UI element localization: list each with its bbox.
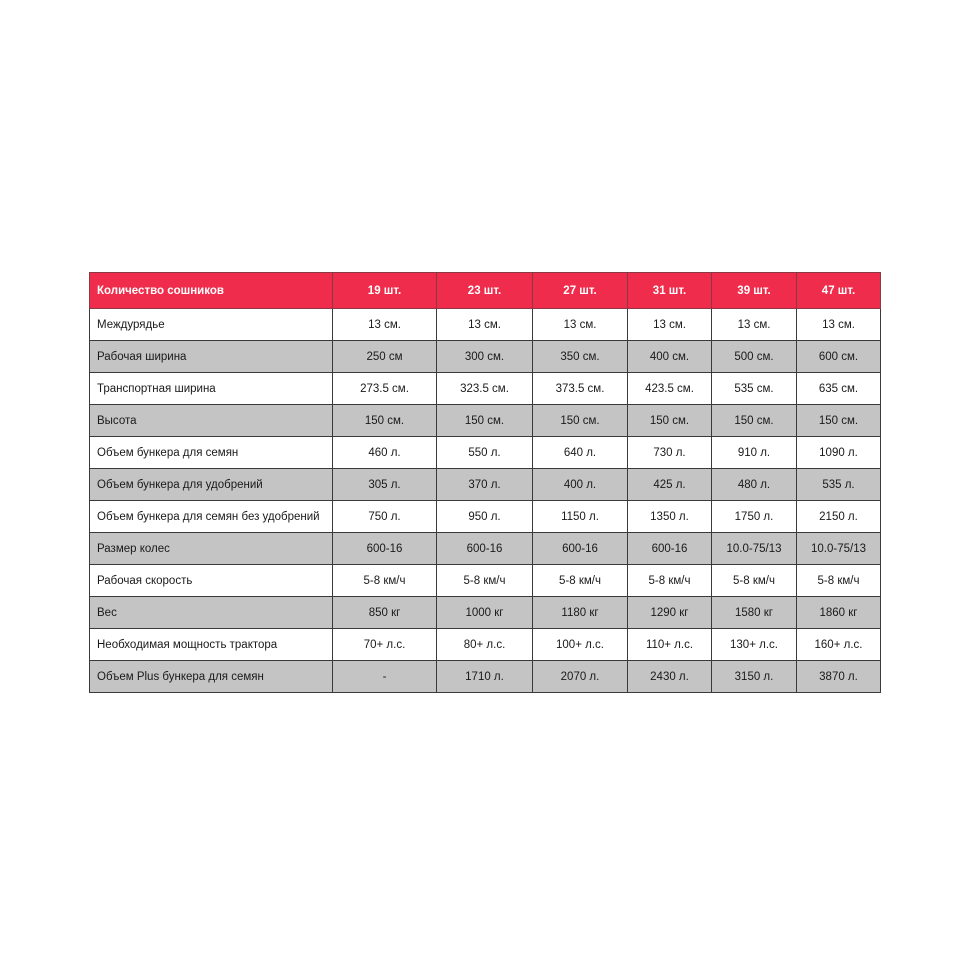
table-cell: 460 л.: [333, 437, 437, 469]
table-cell: 130+ л.с.: [712, 629, 797, 661]
header-column: 47 шт.: [797, 273, 881, 309]
table-cell: 323.5 см.: [437, 373, 533, 405]
table-cell: 70+ л.с.: [333, 629, 437, 661]
table-cell: 3150 л.: [712, 661, 797, 693]
table-cell: 150 см.: [533, 405, 628, 437]
table-cell: 2430 л.: [628, 661, 712, 693]
table-cell: 400 см.: [628, 341, 712, 373]
table-row: [90, 405, 881, 437]
table-cell: 1580 кг: [712, 597, 797, 629]
table-cell: 5-8 км/ч: [712, 565, 797, 597]
table-cell: 100+ л.с.: [533, 629, 628, 661]
table-cell: 13 см.: [333, 309, 437, 341]
row-label: Объем Plus бункера для семян: [90, 661, 333, 693]
row-label: Рабочая скорость: [90, 565, 333, 597]
table-header-row: [90, 273, 881, 309]
table-cell: 2070 л.: [533, 661, 628, 693]
table-cell: 160+ л.с.: [797, 629, 881, 661]
table-cell: 910 л.: [712, 437, 797, 469]
table-cell: 150 см.: [712, 405, 797, 437]
table-cell: 635 см.: [797, 373, 881, 405]
table-cell: 425 л.: [628, 469, 712, 501]
table-cell: 13 см.: [628, 309, 712, 341]
row-label: Вес: [90, 597, 333, 629]
table-cell: 150 см.: [797, 405, 881, 437]
table-cell: 273.5 см.: [333, 373, 437, 405]
table-body: [90, 309, 881, 693]
table-cell: 80+ л.с.: [437, 629, 533, 661]
table-row: [90, 437, 881, 469]
header-column: 31 шт.: [628, 273, 712, 309]
table-cell: 10.0-75/13: [797, 533, 881, 565]
header-column: 23 шт.: [437, 273, 533, 309]
table-cell: 1290 кг: [628, 597, 712, 629]
table-cell: 535 см.: [712, 373, 797, 405]
table-row: [90, 533, 881, 565]
row-label: Объем бункера для семян без удобрений: [90, 501, 333, 533]
row-label: Рабочая ширина: [90, 341, 333, 373]
table-cell: -: [333, 661, 437, 693]
table-cell: 5-8 км/ч: [533, 565, 628, 597]
row-label: Необходимая мощность трактора: [90, 629, 333, 661]
header-column: 39 шт.: [712, 273, 797, 309]
header-column: 19 шт.: [333, 273, 437, 309]
table-cell: 373.5 см.: [533, 373, 628, 405]
table-cell: 1860 кг: [797, 597, 881, 629]
table-cell: 13 см.: [712, 309, 797, 341]
table-row: [90, 341, 881, 373]
table-cell: 550 л.: [437, 437, 533, 469]
table-cell: 13 см.: [437, 309, 533, 341]
row-label: Междурядье: [90, 309, 333, 341]
table-cell: 850 кг: [333, 597, 437, 629]
header-label: Количество сошников: [90, 273, 333, 309]
spec-table: [89, 272, 881, 693]
table-cell: 480 л.: [712, 469, 797, 501]
table-cell: 150 см.: [333, 405, 437, 437]
table-cell: 600-16: [437, 533, 533, 565]
table-cell: 305 л.: [333, 469, 437, 501]
table-cell: 535 л.: [797, 469, 881, 501]
table-cell: 600-16: [333, 533, 437, 565]
table-cell: 423.5 см.: [628, 373, 712, 405]
table-cell: 5-8 км/ч: [437, 565, 533, 597]
table-cell: 1150 л.: [533, 501, 628, 533]
table-cell: 1180 кг: [533, 597, 628, 629]
table-cell: 600 см.: [797, 341, 881, 373]
row-label: Объем бункера для семян: [90, 437, 333, 469]
table-row: [90, 597, 881, 629]
header-column: 27 шт.: [533, 273, 628, 309]
table-cell: 5-8 км/ч: [628, 565, 712, 597]
table-cell: 5-8 км/ч: [333, 565, 437, 597]
table-cell: 640 л.: [533, 437, 628, 469]
row-label: Объем бункера для удобрений: [90, 469, 333, 501]
table-cell: 250 см: [333, 341, 437, 373]
table-row: [90, 309, 881, 341]
table-cell: 1350 л.: [628, 501, 712, 533]
table-cell: 13 см.: [797, 309, 881, 341]
table-cell: 2150 л.: [797, 501, 881, 533]
row-label: Высота: [90, 405, 333, 437]
table-row: [90, 629, 881, 661]
table-cell: 10.0-75/13: [712, 533, 797, 565]
table-cell: 150 см.: [628, 405, 712, 437]
table-cell: 600-16: [533, 533, 628, 565]
table-cell: 370 л.: [437, 469, 533, 501]
table-row: [90, 373, 881, 405]
row-label: Размер колес: [90, 533, 333, 565]
table-cell: 3870 л.: [797, 661, 881, 693]
table-row: [90, 661, 881, 693]
table-cell: 1000 кг: [437, 597, 533, 629]
table-cell: 1750 л.: [712, 501, 797, 533]
table-row: [90, 501, 881, 533]
table-row: [90, 469, 881, 501]
table-cell: 5-8 км/ч: [797, 565, 881, 597]
table-cell: 730 л.: [628, 437, 712, 469]
table-cell: 950 л.: [437, 501, 533, 533]
table-cell: 1090 л.: [797, 437, 881, 469]
table-cell: 400 л.: [533, 469, 628, 501]
table-cell: 300 см.: [437, 341, 533, 373]
table-row: [90, 565, 881, 597]
table-cell: 150 см.: [437, 405, 533, 437]
table-cell: 750 л.: [333, 501, 437, 533]
table-cell: 600-16: [628, 533, 712, 565]
table-cell: 1710 л.: [437, 661, 533, 693]
table-cell: 110+ л.с.: [628, 629, 712, 661]
row-label: Транспортная ширина: [90, 373, 333, 405]
table-cell: 350 см.: [533, 341, 628, 373]
table-cell: 500 см.: [712, 341, 797, 373]
table-cell: 13 см.: [533, 309, 628, 341]
